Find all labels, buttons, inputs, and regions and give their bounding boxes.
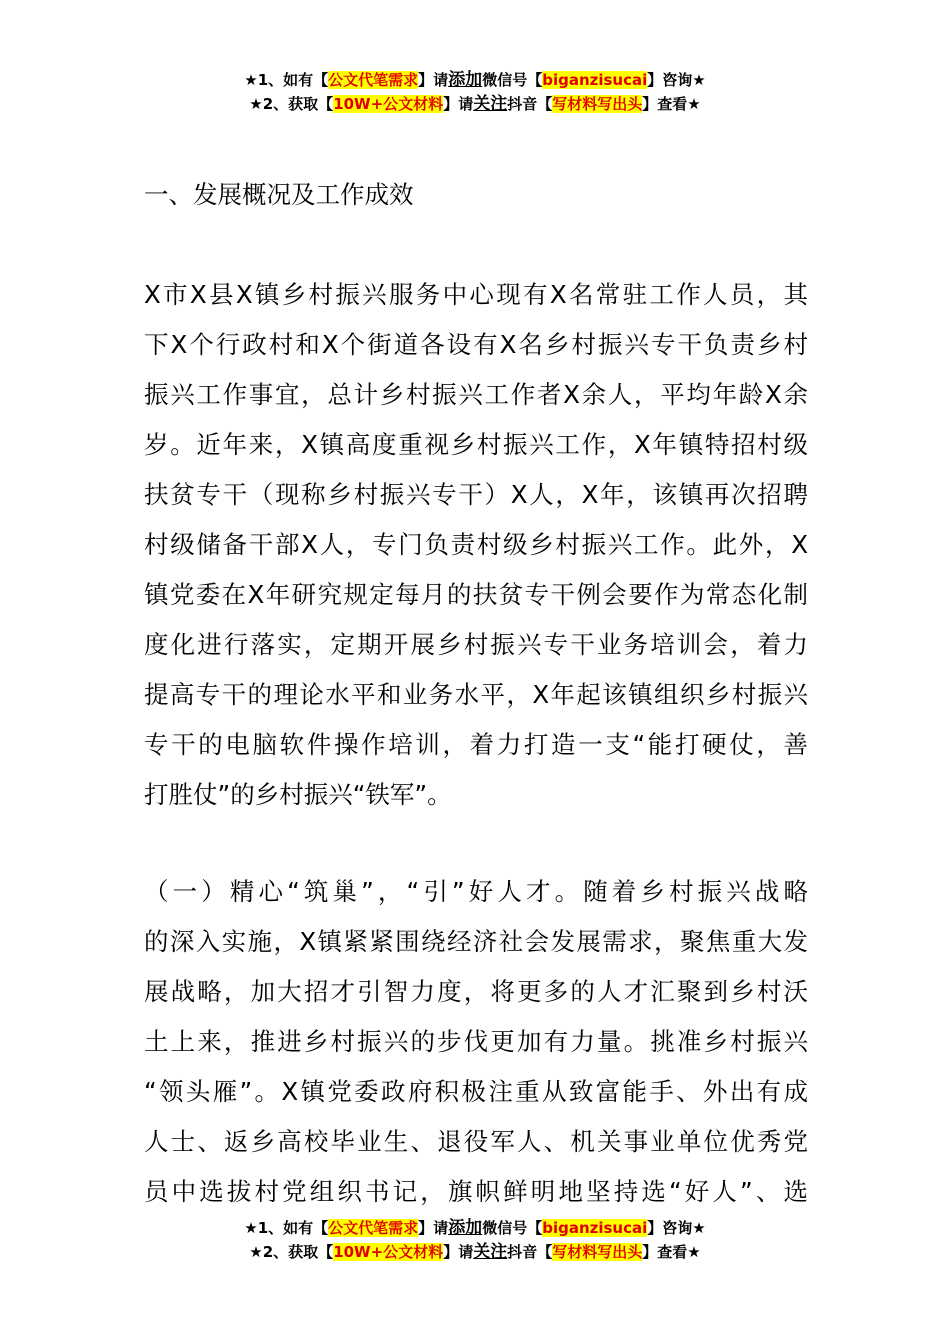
top-banner (0, 68, 950, 116)
banner-text: 】请 (418, 71, 449, 89)
text-line: 打胜仗”的乡村振兴“铁军”。 (144, 780, 452, 809)
banner-text: 】查看★ (642, 95, 701, 113)
banner-text: ★1、如有【 (244, 1219, 329, 1237)
banner-emphasis: 添加 (448, 1218, 483, 1238)
text-line: 员中选拔村党组织书记，旗帜鲜明地坚持选“好人”、选 (144, 1177, 808, 1206)
text-line: 村级储备干部X人，专门负责村级乡村振兴工作。此外，X (144, 530, 808, 559)
text-line: 扶贫专干（现称乡村振兴专干）X人，X年，该镇再次招聘 (144, 480, 808, 509)
banner-highlight: 公文代笔需求 (328, 1219, 419, 1237)
bottom-banner (0, 1216, 950, 1264)
banner-emphasis: 关注 (473, 1242, 508, 1262)
text-line: 镇党委在X年研究规定每月的扶贫专干例会要作为常态化制 (144, 580, 808, 609)
paragraph-1 (144, 270, 808, 820)
banner-text: 】咨询★ (647, 1219, 706, 1237)
text-line: 岁。近年来，X镇高度重视乡村振兴工作，X年镇特招村级 (144, 430, 808, 459)
banner-highlight: 10W+公文材料 (333, 95, 444, 113)
text-line: 的深入实施，X镇紧紧围绕经济社会发展需求，聚焦重大发 (144, 927, 808, 956)
text-line: 展战略，加大招才引智力度，将更多的人才汇聚到乡村沃 (144, 977, 808, 1006)
text-line: 土上来，推进乡村振兴的步伐更加有力量。挑准乡村振兴 (144, 1027, 808, 1056)
text-line: 度化进行落实，定期开展乡村振兴专干业务培训会，着力 (144, 630, 808, 659)
text-line: 人士、返乡高校毕业生、退役军人、机关事业单位优秀党 (144, 1127, 808, 1156)
banner-text: 抖音【 (507, 95, 553, 113)
text-line: 振兴工作事宜，总计乡村振兴工作者X余人，平均年龄X余 (144, 380, 808, 409)
banner-highlight: biganzisucai (542, 1219, 648, 1237)
banner-text: 】查看★ (642, 1243, 701, 1261)
text-line: X市X县X镇乡村振兴服务中心现有X名常驻工作人员，其 (144, 280, 808, 309)
banner-text: 】请 (443, 1243, 474, 1261)
text-line: 提高专干的理论水平和业务水平，X年起该镇组织乡村振兴 (144, 680, 808, 709)
banner-text: 抖音【 (507, 1243, 553, 1261)
text-line: 下X个行政村和X个街道各设有X名乡村振兴专干负责乡村 (144, 330, 808, 359)
banner-text: 】请 (418, 1219, 449, 1237)
banner-text: 】咨询★ (647, 71, 706, 89)
banner-text: ★2、获取【 (249, 1243, 334, 1261)
banner-line-1 (0, 1216, 950, 1240)
banner-highlight: 写材料写出头 (552, 95, 643, 113)
banner-text: 微信号【 (482, 71, 543, 89)
banner-text: 】请 (443, 95, 474, 113)
banner-highlight: 公文代笔需求 (328, 71, 419, 89)
paragraph-2 (144, 867, 808, 1217)
banner-highlight: biganzisucai (542, 71, 648, 89)
banner-emphasis: 添加 (448, 70, 483, 90)
banner-line-2 (0, 1240, 950, 1264)
banner-text: 微信号【 (482, 1219, 543, 1237)
banner-line-1 (0, 68, 950, 92)
banner-emphasis: 关注 (473, 94, 508, 114)
banner-highlight: 10W+公文材料 (333, 1243, 444, 1261)
banner-line-2 (0, 92, 950, 116)
text-line: （一）精心“筑巢”，“引”好人才。随着乡村振兴战略 (144, 877, 808, 906)
banner-text: ★2、获取【 (249, 95, 334, 113)
banner-highlight: 写材料写出头 (552, 1243, 643, 1261)
text-line: 专干的电脑软件操作培训，着力打造一支“能打硬仗，善 (144, 730, 808, 759)
banner-text: ★1、如有【 (244, 71, 329, 89)
section-heading: 一、发展概况及工作成效 (144, 180, 414, 209)
text-line: “领头雁”。X镇党委政府积极注重从致富能手、外出有成 (144, 1077, 808, 1106)
